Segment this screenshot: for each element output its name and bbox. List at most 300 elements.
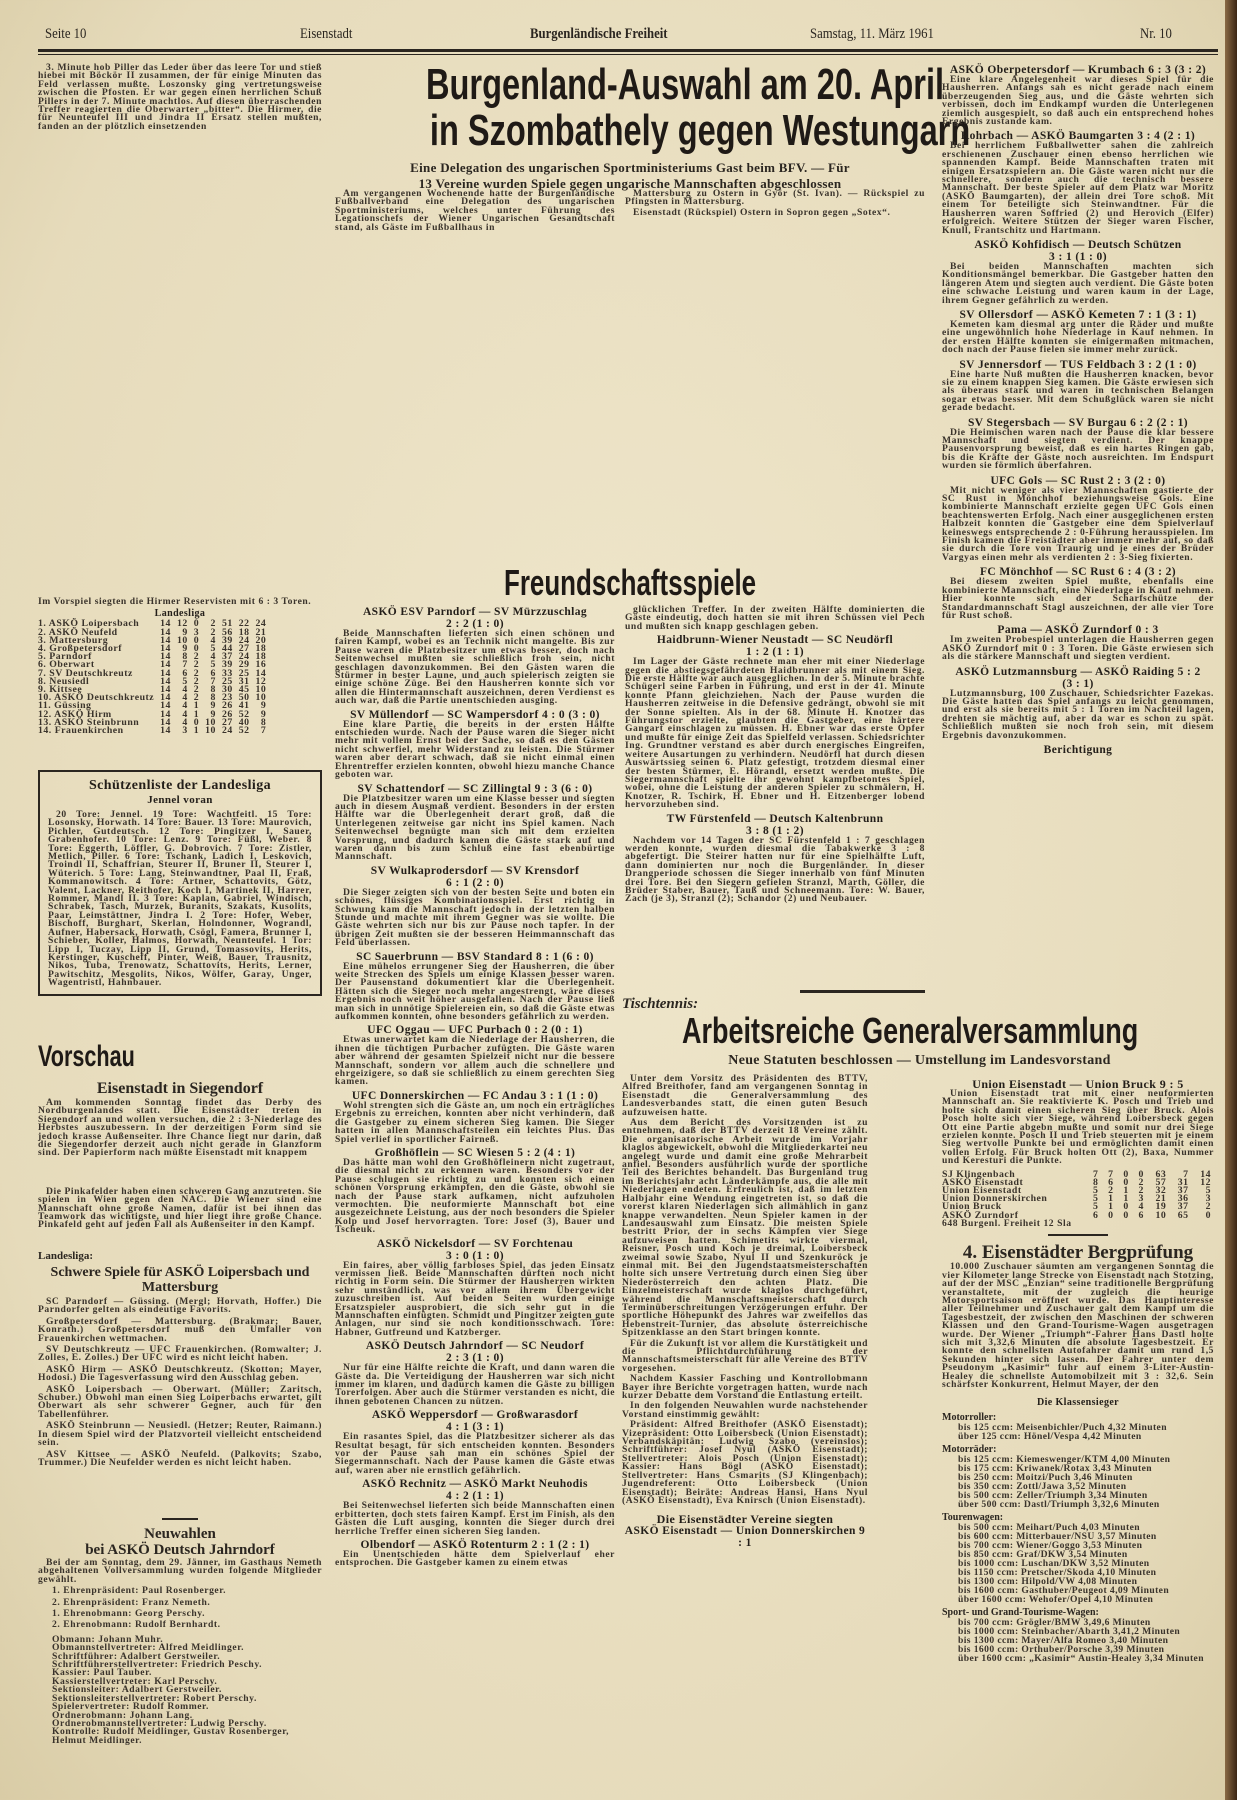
- table-cell: 9: [182, 626, 188, 638]
- match-heading: SV Schattendorf — SC Zillingtal 9 : 3 (6 : 0): [357, 782, 593, 795]
- table-cell: 0: [193, 634, 200, 646]
- table-cell: 0: [193, 716, 200, 728]
- table-cell: 4: [182, 684, 188, 696]
- class-winner: über 500 ccm: Dastl/Triumph 3,32,6 Minuten: [958, 1499, 1160, 1511]
- match-text: Das hätte man wohl den Großhöfleinern nicht zugetraut, die diesmal nicht zu erkennen waren. Besonders vor der Pause schlugen sie richtig zu und konnten sich einen schönen Vorsprung erkämpfen, den die Gäste, obwohl sie nach der Pause stark aufkamen, nicht aufzuholen vermochten. Die neuformierte Mannschaft bot eine ausgezeichnete Leistung, aus der noch besonders die Spieler Kolp und Josef hervorragten. Tore: Josef (3), Bauer und Tscheuk.: [335, 1156, 615, 1236]
- right-column: [942, 64, 1214, 760]
- table-cell: 2: [1138, 1176, 1144, 1188]
- paragraph: 3. Minute hob Piller das Leder über das leere Tor und stieß hiebei mit Böckör II zusammen, der für einige Minuten das Feld verlassen mußte. Loszonsky ging vertretungsweise zwischen die Pfosten. Er war gegen einen herrlichen Schuß Pillers in der 7. Minute machtlos. Auf diesen überraschenden Treffer reagierten die Oberwarter „bitter“. Die Hirmer, die für Neunteufel III und Jindra II Ersatz stellen mußten, fanden an der plötzlich einsetzenden: [38, 62, 322, 132]
- table-cell: 1: [193, 725, 200, 737]
- table-cell: 14: [160, 716, 171, 728]
- table-cell: 26: [221, 708, 233, 720]
- class-winner: bis 600 ccm: Mitterbauer/NSU 3,57 Minuten: [958, 1531, 1157, 1543]
- tt-kicker: Tischtennis:: [622, 996, 699, 1012]
- berg-title: 4. Eisenstädter Bergprüfung: [962, 1242, 1194, 1264]
- class-winner: bis 175 ccm: Kriwanek/Rotax 3,43 Minuten: [958, 1463, 1153, 1475]
- team-name: 2. ASKÖ Neufeld: [38, 626, 118, 638]
- table-cell: 12: [1200, 1176, 1211, 1188]
- class-winner: bis 500 ccm: Meihart/Puch 4,03 Minuten: [958, 1522, 1141, 1534]
- neuwahlen-subtitle: bei ASKÖ Deutsch Jahrndorf: [85, 1542, 275, 1558]
- class-winner: über 1600 ccm: „Kasimir“ Austin-Healey 3,34 Minuten: [958, 1653, 1204, 1665]
- match-text: Kemeten kam diesmal arg unter die Räder und mußte eine ungewöhnlich hohe Niederlage in Kauf nehmen. In der ersten Hälfte konnten sie einigermaßen mitmachen, doch nach der Pause fielen sie immer mehr zurück.: [942, 318, 1214, 356]
- match-report: [335, 1147, 615, 1235]
- table-cell: 10: [205, 725, 216, 737]
- team-name: Union Eisenstadt: [942, 1185, 1022, 1197]
- table-title: Landesliga: [154, 608, 206, 620]
- table-cell: 37: [1177, 1185, 1189, 1197]
- table-cell: 3: [1138, 1193, 1144, 1205]
- table-cell: 1: [1123, 1193, 1129, 1205]
- table-cell: 2: [210, 618, 216, 630]
- table-cell: 0: [1123, 1168, 1129, 1180]
- match-report: [942, 744, 1214, 756]
- match-report: [335, 1024, 615, 1086]
- table-cell: 2: [193, 675, 200, 687]
- match-heading: Großhöflein — SC Wiesen 5 : 2 (4 : 1): [374, 1146, 576, 1159]
- table-cell: 2: [1205, 1201, 1211, 1213]
- tt-article: [622, 1075, 868, 1549]
- lead-subheadline: Eine Delegation des ungarischen Sportministeriums Gast beim BFV. — Für: [410, 160, 850, 175]
- table-cell: 4: [182, 700, 188, 712]
- match-text: Die Heimischen waren nach der Pause die klar bessere Mannschaft und siegten verdient. Der knappe Pausenvorsprung beweist, daß es ein hartes Ringen gab, bis die Kräfte der Gäste noch ausreichten. Im Endspurt wurden sie förmlich überfahren.: [942, 426, 1214, 472]
- friendly-col-b: [625, 606, 925, 907]
- board-item: Obmannstellvertreter: Alfred Meidlinger.: [52, 1642, 245, 1654]
- scorers-subtitle: Jennel voran: [147, 794, 213, 806]
- table-cell: 21: [255, 626, 267, 638]
- table-cell: 4: [182, 692, 188, 704]
- issue-number: Nr. 10: [1140, 26, 1172, 42]
- class-name: Sport- und Grand-Tourisme-Wagen:: [942, 1607, 1099, 1619]
- board-item: Sektionsleiter: Adalbert Gerstweiler.: [52, 1684, 222, 1696]
- table-cell: 5: [210, 643, 216, 655]
- class-winner: bis 1300 ccm: Mayer/Alfa Romeo 3,40 Minuten: [958, 1635, 1169, 1647]
- header-rule: [38, 49, 1218, 52]
- match-heading: FC Mönchhof — SC Rust 6 : 4 (3 : 2): [979, 566, 1177, 579]
- match-text: Ein faires, aber völlig farbloses Spiel, das jeden Einsatz vermissen ließ. Beide Mannschaften dürften noch nicht richtig in Form sein. Die Stürmer der Hausherren wirkten sehr umständlich, was vor allem ihrem Übergewicht zuzuschreiben ist. Auf beiden Seiten wurden einige Ersatzspieler ausprobiert, die sich sehr gut in die Mannschaften einfügten. Schmidt und Pingitzer zeigten gute Anlagen, nur sind sie noch konditionsschwach. Tore: Habner, Gutfreund und Katzberger.: [335, 1259, 615, 1338]
- table-cell: 10: [255, 684, 267, 696]
- table-cell: 14: [160, 725, 171, 737]
- paragraph: Für die Zukunft ist vor allem die Kurstätigkeit und die Pflichtdurchführung der Mannschaftsmeisterschaft für alle Vereine des BTTV vorgesehen.: [622, 1337, 868, 1374]
- table-cell: 31: [238, 675, 250, 687]
- class-name: Motorräder:: [942, 1444, 997, 1456]
- table-cell: 3: [1205, 1193, 1211, 1205]
- class-winner: bis 125 ccm: Meisenbichler/Puch 4,32 Minuten: [958, 1422, 1167, 1434]
- paragraph: Die Pinkafelder haben einen schweren Gang anzutreten. Sie spielen in Wien gegen den NAC. Die Wiener sind eine Mannschaft ohne große Namen, dafür ist bei ihnen das Teamwork das wichtigste, und hier liegt ihre große Chance. Pinkafeld geht auf jeden Fall als Außenseiter in den Kampf.: [38, 1185, 322, 1231]
- table-cell: 14: [160, 618, 171, 630]
- friendly-headline-wrap: [335, 562, 925, 604]
- match-report: [942, 566, 1214, 620]
- table-cell: 14: [160, 634, 171, 646]
- tt-headline: Arbeitsreiche Generalversammlung: [682, 1010, 1139, 1051]
- union-section: [942, 1078, 1214, 1663]
- header-rule: [38, 54, 1218, 55]
- match-text: Beide Mannschaften lieferten sich einen schönen und fairen Kampf, wobei es an Technik nicht mangelte. Bis zur Pause waren die Platzbesitzer um etwas besser, doch nach Seitenwechsel mußten sie schließlich froh sein, nicht geschlagen davonzukommen. Bei den Gästen waren die Stürmer in bester Laune, und auch spielerisch zeigten sie einige schöne Züge. Bei den Hausherren konnte sich vor allen die Hintermannschaft auszeichnen, deren Verdienst es auch war, daß die Partie unentschieden ausging.: [335, 628, 615, 707]
- table-cell: 14: [160, 667, 171, 679]
- match-text: glücklichen Treffer. In der zweiten Hälfte dominierten die Gäste eindeutig, doch hatten sie mit ihren Schüssen viel Pech und mußten sich knapp geschlagen geben.: [625, 604, 925, 632]
- match-report: [335, 709, 615, 780]
- preview-item: SC Parndorf — Güssing. (Mergl; Horvath, Hoffer.) Die Parndorfer gelten als eindeutige Favorits.: [38, 1296, 322, 1316]
- table-cell: 6: [1138, 1209, 1144, 1221]
- table-cell: 50: [238, 692, 250, 704]
- match-report: [625, 606, 925, 631]
- class-winner: bis 700 ccm: Wiener/Goggo 3,53 Minuten: [958, 1540, 1143, 1552]
- table-cell: 14: [160, 659, 171, 671]
- table-cell: 65: [1177, 1209, 1189, 1221]
- table-cell: 14: [160, 700, 171, 712]
- class-winner: bis 1000 ccm: Luschan/DKW 3,52 Minuten: [958, 1558, 1150, 1570]
- table-cell: 39: [221, 634, 233, 646]
- match-heading: SV Wulkaprodersdorf — SV Krensdorf: [370, 864, 580, 877]
- paragraph: Aus dem Bericht des Vorsitzenden ist zu entnehmen, daß der BTTV derzeit 18 Vereine zählt. Die organisatorische Arbeit wurde im Vorjahr klaglos abgewickelt, obwohl die Mitgliederkartei neu angelegt wurde und damit eine große Mehrarbeit anfiel. Besonders ausführlich wurde der sportliche Teil des Berichtes behandelt. Das Burgenland trug im Berichtsjahr acht Länderkämpfe aus, die alle mit Niederlagen endeten. Erfreulich ist, daß im letzten Halbjahr eine Wendung eingetreten ist, so daß die vorerst klaren Niederlagen sich allmählich in ganz knappe verwandelten. Neun Spieler kamen in der Landesauswahl zum Einsatz. Die meisten Spiele bestritt Prior, der in sechs Kämpfen vier Siege aufzuweisen hatten. Schimetits wirkte viermal, Reisner, Posch und Koch je dreimal, Loibersbeck zweimal sowie Szabo, Nyul II und Szenkuröck je einmal mit. Bei den Jugendstaatsmeisterschaften holte sich unsere Vertretung durch einen Sieg über Niederösterreich den achten Platz. Die Einzelmeisterschaft wurde klaglos durchgeführt, während die Mannschaftsmeisterschaft durch Terminüberschreitungen Verzögerungen erfuhr. Der sportliche Höhepunkt des Jahres war zweifellos das Hebenstreit-Turnier, das absolute österreichische Spitzenklasse an den Start bringen konnte.: [622, 1117, 868, 1339]
- match-report: [335, 1090, 615, 1144]
- page-number: Seite 10: [45, 26, 87, 42]
- class-winner: bis 700 ccm: Grögler/BMW 3,49,6 Minuten: [958, 1617, 1151, 1629]
- divider: [162, 1518, 198, 1520]
- table-cell: 8: [182, 651, 188, 663]
- scorers-box: [38, 770, 322, 996]
- match-text: Bei diesem zweiten Spiel mußte, ebenfalls eine kombinierte Mannschaft, eine Niederlage in Kauf nehmen. Hier konnte sich der Scharfschütze der Standardmannschaft Stagl auszeichnen, der alle vier Tore für Rust schoß.: [942, 576, 1214, 621]
- table-cell: 18: [238, 626, 250, 638]
- table-cell: 1: [193, 700, 200, 712]
- table-cell: 52: [238, 725, 250, 737]
- table-cell: 2: [210, 626, 216, 638]
- match-report: [942, 417, 1214, 471]
- table-cell: 9: [182, 643, 188, 655]
- match-report: [335, 951, 615, 1022]
- preview-item: ASKÖ Steinbrunn — Neusiedl. (Hetzer; Reuter, Raimann.) In diesem Spiel wird der Platzvorteil vielleicht entscheidend sein.: [38, 1420, 322, 1449]
- match-heading: ASKÖ Kohfidisch — Deutsch Schützen: [974, 238, 1182, 251]
- table-cell: 40: [238, 716, 250, 728]
- page-edge: [1225, 0, 1237, 1800]
- match-text: Nur für eine Hälfte reichte die Kraft, und dann waren die Gäste da. Die Verteidigung der Hausherren war sich nicht immer im klaren, und dadurch kamen die Gäste zu billigen Torerfolgen. Aber auch die Stürmer verstanden es nicht, die ihnen gebotenen Chancen zu nützen.: [335, 1362, 615, 1407]
- paragraph: Union Eisenstadt trat mit einer neuformierten Mannschaft an. Sie reaktivierte K. Posch und Trieb und holte sich damit einen sicheren Sieg über Bruck. Alois Posch holte sich vier Siege, während Loibersbeck gegen Ott eine Partie abgebn mußte und somit nur drei Siege erzielen konnte. Posch II und Trieb steuerten mit je einem Sieg wertvolle Punkte bei und ermöglichten damit einen vollen Erfolg. Für Bruck holten Ott (2), Baxa, Nummer und Keresturi die Punkte.: [942, 1088, 1214, 1167]
- lead-col-2: [625, 190, 925, 217]
- match-heading: ASKÖ Nickelsdorf — SV Forchtenau: [376, 1237, 574, 1250]
- table-cell: 7: [1183, 1168, 1189, 1180]
- class-winner: bis 850 ccm: Graf/DKW 3,54 Minuten: [958, 1549, 1128, 1561]
- table-cell: 7: [1108, 1168, 1114, 1180]
- board-item: Spielervertreter: Rudolf Rommer.: [52, 1701, 209, 1713]
- match-score: 4 : 2 (1 : 1): [446, 1490, 504, 1503]
- match-text: Eine mühelos errungener Sieg der Hausherren, die über weite Strecken des Spiels um einige Klassen besser waren. Der Pausenstand dokumentiert klar die Überlegenheit. Hätten sich die Sieger noch mehr angestrengt, wäre dieses Ergebnis noch weit höher ausgefallen. Nach der Pause ließ man sich in unnötige Spielereien ein, so daß die Gäste etwas aufkommen konnten, ohne besonders gefährlich zu werden.: [335, 960, 615, 1023]
- team-name: 9. Kittsee: [38, 684, 83, 696]
- table-cell: 7: [1092, 1168, 1099, 1180]
- class-winner: über 1600 ccm: Wehofer/Opel 4,10 Minuten: [958, 1594, 1154, 1606]
- team-name: 13. ASKÖ Steinbrunn: [38, 716, 140, 728]
- table-cell: 14: [160, 626, 171, 638]
- table-cell: 0: [1123, 1201, 1129, 1213]
- divider: [800, 990, 925, 993]
- match-score: 1 : 2 (1 : 1): [746, 646, 804, 659]
- tt-match-heading: ASKÖ Eisenstadt — Union Donnerskirchen 9 : 1: [624, 1525, 866, 1550]
- team-name: 14. Frauenkirchen: [38, 725, 124, 737]
- table-cell: 24: [238, 634, 250, 646]
- board-item: Obmann: Johann Muhr.: [52, 1633, 164, 1645]
- table-cell: 23: [221, 692, 233, 704]
- match-report: [942, 475, 1214, 563]
- match-score: 3 : 1 (1 : 0): [1049, 250, 1107, 263]
- lead-col-1: [335, 190, 615, 232]
- match-report: [335, 1340, 615, 1406]
- table-cell: 27: [238, 643, 250, 655]
- match-heading: Pama — ASKÖ Zurndorf 0 : 3: [997, 624, 1159, 637]
- match-text: Etwas unerwartet kam die Niederlage der Hausherren, die ihnen die tüchtigen Purbacher zufügten. Die Gäste waren aber während der gesamten Spielzeit nicht nur die bessere Mannschaft, sondern vor allem auch die schnellere und ehrgeizigere, so daß sie schließlich zu einem gerechten Sieg kamen.: [335, 1034, 615, 1088]
- table-cell: 14: [160, 651, 171, 663]
- board-item: Schriftführer: Adalbert Gerstweiler.: [52, 1650, 221, 1662]
- place: Eisenstadt: [300, 26, 353, 42]
- table-cell: 24: [221, 725, 233, 737]
- class-winner: über 125 ccm: Hönel/Vespa 4,42 Minuten: [958, 1431, 1142, 1443]
- team-name: 6. Oberwart: [38, 659, 95, 671]
- table-cell: 0: [193, 643, 200, 655]
- honor-item: 1. Ehrenpräsident: Paul Rosenberger.: [52, 1585, 227, 1597]
- table-cell: 9: [260, 708, 267, 720]
- lead-subheadline: 13 Vereine wurden Spiele gegen ungarische Mannschaften abgeschlossen: [418, 176, 842, 191]
- tt-subheading: Die Eisenstädter Vereine siegten: [656, 1512, 834, 1527]
- paragraph: Mattersburg zu Ostern in Györ (St. Ivan). — Rückspiel zu Pfingsten in Mattersburg.: [625, 188, 925, 208]
- table-cell: 26: [221, 700, 233, 712]
- table-cell: 24: [255, 618, 267, 630]
- class-winner: bis 1600 ccm: Gasthuber/Peugeot 4,09 Minuten: [958, 1585, 1170, 1597]
- match-text: Nachdem vor 14 Tagen der SC Fürstenfeld 1 : 7 geschlagen werden konnte, wurden diesmal die Tabakwerke 3 : 8 abgefertigt. Die Steirer hatten nur für eine Spielhälfte Luft, dann dominierten nur noch die Burgenländer. In dieser Drangperiode schossen die Sieger innerhalb von fünf Minuten drei Tore. Bei den Siegern gefielen Stranzl, Marth, Göller, die Brüder Staber, Bauer, Tauß und Schneemann. Tore: W. Bauer, Zach (je 3), Stranzl (2); Schandor (2) und Neubauer.: [625, 834, 925, 905]
- table-cell: 0: [1138, 1168, 1144, 1180]
- vorschau-section: [38, 1040, 322, 1230]
- table-cell: 56: [221, 626, 233, 638]
- table-cell: 25: [238, 667, 250, 679]
- table-cell: 8: [210, 692, 216, 704]
- table-cell: 31: [1177, 1176, 1189, 1188]
- table-cell: 19: [1155, 1201, 1167, 1213]
- match-heading: TW Fürstenfeld — Deutsch Kaltenbrunn: [666, 812, 884, 825]
- match-report: [942, 666, 1214, 740]
- match-score: 6 : 1 (2 : 0): [446, 876, 504, 889]
- team-name: 7. SV Deutschkreutz: [38, 667, 133, 679]
- honor-item: 2. Ehrenpräsident: Franz Nemeth.: [52, 1596, 211, 1608]
- table-cell: 4: [210, 651, 216, 663]
- board-item: Kontrolle: Rudolf Meidlinger, Gustav Rosenberger, Helmut Meidlinger.: [52, 1726, 290, 1746]
- table-cell: 4: [182, 708, 188, 720]
- match-score: 4 : 1 (3 : 1): [446, 1421, 504, 1434]
- table-cell: 2: [193, 659, 200, 671]
- table-cell: 22: [238, 618, 250, 630]
- class-winner: bis 250 ccm: Moitzi/Puch 3,46 Minuten: [958, 1472, 1133, 1484]
- match-heading: ASKÖ Deutsch Jahrndorf — SC Neudorf: [365, 1340, 585, 1353]
- paragraph: Eisenstadt (Rückspiel) Ostern in Sopron gegen „Sotex“.: [633, 206, 891, 218]
- table-cell: 6: [1108, 1176, 1114, 1188]
- table-cell: 63: [1155, 1168, 1167, 1180]
- match-heading: ASKÖ Oberpetersdorf — Krumbach 6 : 3 (3 : 2): [949, 64, 1207, 76]
- table-cell: 33: [221, 667, 233, 679]
- board-item: Ordnerobmann: Johann Lang.: [52, 1709, 193, 1721]
- match-report: [335, 1539, 615, 1568]
- lead-headline: [335, 60, 971, 192]
- divider: [1048, 1234, 1108, 1236]
- match-text: Ein Unentschieden hätte dem Spielverlauf eher entsprochen. Die Gastgeber kamen zu einem etwas: [335, 1548, 615, 1569]
- table-cell: 5: [182, 675, 188, 687]
- team-name: Union Bruck: [942, 1201, 1002, 1213]
- table-cell: 2: [193, 684, 200, 696]
- friendly-col-a: [335, 606, 615, 1571]
- match-heading: Rohrbach — ASKÖ Baumgarten 3 : 4 (2 : 1): [960, 130, 1196, 143]
- paragraph: In den folgenden Neuwahlen wurde nachstehender Vorstand einstimmig gewählt:: [622, 1400, 868, 1420]
- table-cell: 6: [182, 667, 188, 679]
- table-cell: 39: [221, 659, 233, 671]
- class-name: Motorroller:: [942, 1412, 997, 1424]
- match-text: Mit nicht weniger als vier Mannschaften gastierte der SC Rust in Mönchhof beziehungsweise Gols. Eine kombinierte Mannschaft erzielte gegen UFC Gols einen beachtenswerten Erfolg. Nach einer ausgeglichenen ersten Halbzeit konnten die Gastgeber eine dem Spielverlauf keineswegs entsprechende 2 : 0-Führung herausspielen. Im Finish kamen die Freistädter aber immer mehr auf, so daß sie durch die Tore von Traurig und je eines der Brüder Vargyas einen mehr als verdienten 2 : 3-Sieg fixierten.: [942, 484, 1214, 563]
- table-cell: 37: [1177, 1201, 1189, 1213]
- table-cell: 5: [1205, 1185, 1211, 1197]
- table-cell: 9: [210, 700, 216, 712]
- match-text: Wohl strengten sich die Gäste an, um noch ein erträgliches Ergebnis zu erreichen, konnten aber nicht verhindern, daß die Gastgeber zu einem sicheren Sieg kamen. Die Sieger hatten in allen Mannschaftsteilen ein leichtes Plus. Das Spiel verlief in sportlicher Fairneß.: [335, 1099, 615, 1145]
- table-cell: 14: [160, 643, 171, 655]
- match-report: [942, 239, 1214, 305]
- table-cell: 14: [160, 684, 171, 696]
- match-heading: UFC Donnerskirchen — FC Andau 3 : 1 (1 : 0): [351, 1089, 599, 1102]
- match-report: [335, 606, 615, 706]
- class-winner: bis 1300 ccm: Hilpold/VW 4,08 Minuten: [958, 1576, 1138, 1588]
- match-heading: SC Sauerbrunn — BSV Standard 8 : 1 (6 : 0): [356, 950, 594, 963]
- table-cell: 45: [238, 684, 250, 696]
- team-name: 5. Parndorf: [38, 651, 92, 663]
- match-heading: SV Müllendorf — SC Wampersdorf 4 : 0 (3 : 0): [350, 708, 600, 721]
- preview-item: ASV Kittsee — ASKÖ Neufeld. (Palkovits; Szabo, Trummer.) Die Neufelder werden es nicht leicht haben.: [38, 1448, 322, 1468]
- table-cell: 8: [1092, 1176, 1099, 1188]
- table-cell: 8: [210, 684, 216, 696]
- match-score: 2 : 3 (1 : 0): [446, 1352, 504, 1365]
- table-cell: 18: [255, 651, 267, 663]
- tt-subheadline: Neue Statuten beschlossen — Umstellung im Landesvorstand: [728, 1053, 1111, 1068]
- match-heading: SV Stegersbach — SV Burgau 6 : 2 (2 : 1): [967, 416, 1189, 429]
- table-cell: 5: [210, 659, 216, 671]
- kicker: Landesliga:: [38, 1250, 94, 1262]
- team-name: 3. Mattersburg: [38, 634, 109, 646]
- table-cell: 9: [260, 700, 267, 712]
- table-cell: 4: [210, 634, 216, 646]
- paragraph: Unter dem Vorsitz des Präsidenten des BTTV, Alfred Breithofer, fand am vergangenen Sonntag in Eisenstadt die Generalversammlung des Landesverbandes statt, die einen guten Besuch aufzuweisen hatte.: [622, 1073, 868, 1118]
- table-cell: 18: [255, 643, 267, 655]
- table-cell: 12: [176, 618, 188, 630]
- table-cell: 10: [255, 692, 267, 704]
- preview-item: Großpetersdorf — Mattersburg. (Brakmar; Bauer, Konrath.) Großpetersdorf muß den Umfaller von Frauenkirchen wettmachen.: [38, 1315, 322, 1344]
- match-heading: ASKÖ Weppersdorf — Großwarasdorf: [371, 1409, 579, 1422]
- class-winner: bis 1150 ccm: Pretscher/Skoda 4,10 Minuten: [958, 1567, 1157, 1579]
- table-cell: 0: [193, 618, 200, 630]
- neuwahlen-title: Neuwahlen: [144, 1526, 216, 1542]
- union-title: Union Eisenstadt — Union Bruck 9 : 5: [972, 1077, 1184, 1091]
- board-item: Kassierstellvertreter: Karl Perschy.: [52, 1675, 218, 1687]
- issue-date: Samstag, 11. März 1961: [810, 26, 934, 42]
- match-text: Bei herrlichem Fußballwetter sahen die zahlreich erschienenen Zuschauer einen ebenso herrlichen wie spannenden Kampf. Beide Mannschaften traten mit einigen Ersatzspielern an. Die Gäste waren nicht nur die schnellere, sondern auch die technisch bessere Mannschaft. Der beste Spieler auf dem Platz war Moritz (ASKÖ Baumgarten), der allein drei Tore schoß. Mit einem Tor beteiligte sich Steinwandtner. Für die Hausherren waren Soffried (2) und Herovich (Elfer) erfolgreich. Weitere Stützen der Sieger waren Fischer, Knull, Frantschitz und Hartmann.: [942, 140, 1214, 236]
- match-text: Die Sieger zeigten sich von der besten Seite und boten ein schönes, flüssiges Kombinationsspiel. Erst richtig in Schwung kam die Mannschaft jedoch in der letzten halben Stunde und machte mit ihrem Gegner was sie wollte. Die Gäste wehrten sich nur bis zur Pause noch tapfer. In der übrigen Zeit mußten sie der besseren Heimmannschaft das Feld überlassen.: [335, 886, 615, 949]
- landesliga-table: [38, 620, 269, 735]
- paragraph: Bei der am Sonntag, dem 29. Jänner, im Gasthaus Nemeth abgehaltenen Vollversammlung wurden folgende Mitglieder gewählt.: [38, 1557, 322, 1585]
- match-report: [625, 813, 925, 904]
- table-cell: 41: [238, 700, 250, 712]
- table-cell: 2: [193, 667, 200, 679]
- class-name: Tourenwagen:: [942, 1512, 1004, 1524]
- class-winner: bis 1000 ccm: Steinbacher/Abarth 3,41,2 Minuten: [958, 1626, 1181, 1638]
- team-name: 1. ASKÖ Loipersbach: [38, 618, 140, 630]
- match-report: [335, 783, 615, 862]
- table-cell: 6: [210, 667, 216, 679]
- match-report: [942, 64, 1214, 126]
- table-cell: 10: [205, 716, 216, 728]
- table-cell: 7: [182, 659, 188, 671]
- table-cell: 6: [1092, 1209, 1099, 1221]
- table-cell: 7: [210, 675, 216, 687]
- class-winner: bis 500 ccm: Zeller/Triumph 3,34 Minuten: [958, 1490, 1148, 1502]
- table-cell: 0: [1123, 1209, 1129, 1221]
- match-report: [335, 1409, 615, 1475]
- landesliga-preview: [38, 1250, 322, 1467]
- paragraph: Nachdem Kassier Fasching und Kontrollobmann Bayer ihre Berichte vorgetragen hatten, wurde nach kurzer Debatte dem Vorstand die Entlastung erteilt.: [622, 1373, 868, 1402]
- table-cell: 0: [1205, 1209, 1211, 1221]
- table-cell: 44: [221, 643, 233, 655]
- match-text: Eine klare Partie, die bereits in der ersten Hälfte entschieden wurde. Nach der Pause waren die Sieger nicht mehr mit vollem Ernst bei der Sache, so daß es den Gästen nicht schwerfiel, mehr Widerstand zu leisten. Die Stürmer waren aber derart schwach, daß sie nicht einmal einen Ehrentreffer erzielen konnten, obwohl hiezu manche Chance geboten war.: [335, 718, 615, 781]
- table-cell: 10: [1155, 1209, 1167, 1221]
- table-cell: 1: [1123, 1185, 1129, 1197]
- newspaper-name: Burgenländische Freiheit: [530, 26, 668, 42]
- match-heading: Olbendorf — ASKÖ Rotenturm 2 : 1 (2 : 1): [360, 1538, 590, 1551]
- match-text: Bei beiden Mannschaften machten sich Konditionsmängel bemerkbar. Die Gastgeber hatten den längeren Atem und siegten auch verdient. Die Gäste boten eine schwache Leistung und waren kaum in der Lage, ihrem Gegner gefährlich zu werden.: [942, 260, 1214, 306]
- table-cell: 5: [1092, 1185, 1099, 1197]
- table-cell: 27: [221, 716, 233, 728]
- match-score: (3 : 1): [1062, 677, 1094, 690]
- honor-item: 2. Ehrenobmann: Rudolf Bernhardt.: [52, 1619, 221, 1631]
- team-name: SJ Klingenbach: [942, 1168, 1016, 1180]
- class-winner: bis 350 ccm: Zottl/Jawa 3,52 Minuten: [958, 1481, 1127, 1493]
- paragraph: 10.000 Zuschauer säumten am vergangenen Sonntag die vier Kilometer lange Strecke von Eisenstadt nach Stotzing, auf der der MSC „Enzian“ seine traditionelle Bergprüfung veranstaltete, mit der zugleich die heurige Motorsportsaison eröffnet wurde. Das Hauptinteresse aller Teilnehmer und Zuschauer galt dem Kampf um die Tagesbestzeit, der zwischen den Maschinen der schweren Klassen und den Grand-Tourisme-Wagen ausgetragen wurde. Der Wiener „Triumph“-Fahrer Hans Dastl holte sich mit 3,32,6 Minuten die absolute Tagesbestzeit. Er konnte den schnellsten Autofahrer damit um rund 1,5 Sekunden hinter sich lassen. Der Fahrer unter dem Pseudonym „Kasimir“ fuhr auf einem 3-Liter-Austin-Healey die schnellste Automobilzeit mit 3 : 32,6. Sein schärfster Konkurrent, Helmut Mayer, der den: [942, 1261, 1214, 1390]
- match-text: Lutzmannsburg, 100 Zuschauer, Schiedsrichter Fazekas. Die Gäste hatten das Spiel anfangs zu leicht genommen, und erst als sie bereits mit 5 : 1 Toren im Nachteil lagen, drehten sie mächtig auf, aber da war es schon zu spät. Schließlich mußten sie noch froh sein, mit diesem Ergebnis davonzukommen.: [942, 687, 1214, 741]
- class-winner: bis 125 ccm: Kiemeswenger/KTM 4,00 Minuten: [958, 1454, 1171, 1466]
- board-item: Sektionsleiterstellvertreter: Robert Perschy.: [52, 1692, 257, 1704]
- table-cell: 24: [238, 651, 250, 663]
- preview-item: SV Deutschkreutz — UFC Frauenkirchen. (Romwalter; J. Zolles, E. Zolles.) Der UFC wird es nicht leicht haben.: [38, 1344, 322, 1364]
- paragraph: Am kommenden Sonntag findet das Derby des Nordburgenlandes statt. Die Eisenstädter treten in Siegendorf an und wollen versuchen, die 2 : 3-Niederlage des Herbstes auszubessern. In der derzeitigen Form sind sie jedoch krasse Außenseiter. Ihre Chance liegt nur darin, daß die Siegendorfer derzeit auch nicht gerade in Glanzform sind. Der Papierform nach müßte Eisenstadt mit knappem: [38, 1097, 322, 1159]
- table-cell: 5: [1092, 1201, 1099, 1213]
- paragraph: Am vergangenen Wochenende hatte der Burgenländische Fußballverband eine Delegation des ungarischen Sportministeriums, welches unter Führung des Legationschefs der Wiener Ungarischen Gesandtschaft stand, als Gäste im Fußballhaus in: [335, 188, 615, 233]
- board-item: Ordnerobmannstellvertreter: Ludwig Perschy.: [52, 1717, 267, 1729]
- credit: 648 Burgenl. Freiheit 12 Sla: [942, 1217, 1072, 1229]
- table-cell: 51: [221, 618, 233, 630]
- match-report: [335, 1478, 615, 1536]
- vorschau-title: Vorschau: [38, 1040, 135, 1073]
- vorschau-subtitle: Eisenstadt in Siegendorf: [96, 1080, 264, 1097]
- left-report: [38, 64, 322, 131]
- team-name: 10. ASKÖ Deutschkreutz: [38, 692, 155, 704]
- table-cell: 3: [182, 725, 188, 737]
- class-winner: bis 1600 ccm: Orthuber/Porsche 3,39 Minuten: [958, 1644, 1165, 1656]
- table-cell: 57: [1155, 1176, 1167, 1188]
- paragraph: Präsident: Alfred Breithofer (ASKÖ Eisenstadt); Vizepräsident: Otto Loibersbeck (Union Eisenstadt); Verbandskäpitän: Ludwig Szabo (vereinslos); Schriftführer: Josef Nyul (ASKÖ Eisenstadt); Stellvertreter: Alois Posch (Union Eisenstadt); Kassier: Hans Bögl (ASKÖ Eisenstadt); Stellvertreter: Hans Csmarits (SJ Klingenbach); Jugendreferent: Otto Loibersbeck (Union Eisenstadt); Beiräte: Andreas Hansi, Hans Nyul (ASKÖ Eisenstadt), Eva Knirsch (Union Eisenstadt).: [622, 1419, 868, 1506]
- match-report: [335, 865, 615, 948]
- table-cell: 14: [160, 675, 171, 687]
- table-cell: 8: [260, 716, 267, 728]
- match-report: [625, 634, 925, 809]
- table-cell: 14: [1200, 1168, 1211, 1180]
- table-row: [38, 727, 269, 735]
- table-cell: 4: [1138, 1201, 1144, 1213]
- table-cell: 20: [255, 634, 267, 646]
- table-cell: 30: [221, 684, 233, 696]
- table-cell: 9: [210, 708, 216, 720]
- match-text: Bei Seitenwechsel lieferten sich beide Mannschaften einen erbitterten, doch stets fairen Kampf. Erst im Finish, als den Gästen die Luft ausging, konnten die Sieger durch drei herrliche Treffer einen sicheren Sieg landen.: [335, 1500, 615, 1537]
- board-item: Kassier: Paul Tauber.: [52, 1667, 152, 1679]
- table-cell: 5: [1092, 1193, 1099, 1205]
- headline-line: in Szombathely gegen Westungarn: [429, 106, 971, 155]
- match-report: [942, 309, 1214, 355]
- match-text: Eine harte Nuß mußten die Hausherren knacken, bevor sie zu einem knappen Sieg kamen. Die Gäste erwiesen sich als überaus stark und waren in technischen Belangen sogar etwas besser. Mit dem Schußglück waren sie nicht gerade bedacht.: [942, 368, 1214, 414]
